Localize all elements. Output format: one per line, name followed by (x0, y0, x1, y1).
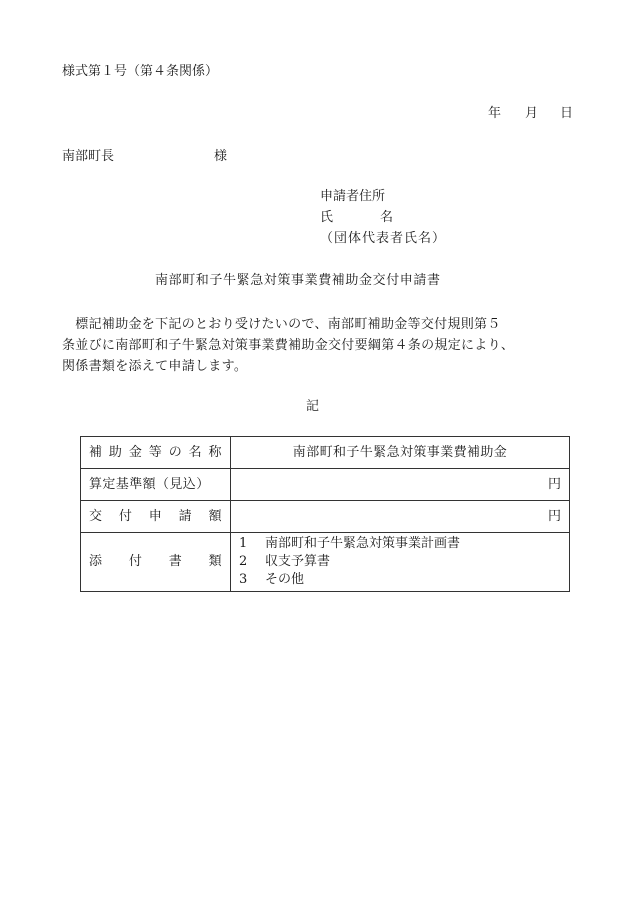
label-char: 交 (89, 508, 103, 524)
item-text: その他 (265, 572, 305, 587)
label-char: の (168, 444, 183, 460)
grant-amount-value[interactable] (231, 501, 570, 533)
body-line: 標記補助金を下記のとおり受けたいので、南部町補助金等交付規則第５ (62, 317, 501, 332)
table-row (81, 437, 570, 469)
ki-heading: 記 (306, 399, 320, 414)
grant-amount-label (81, 501, 231, 533)
list-item (239, 571, 561, 589)
label-spread (89, 554, 222, 570)
addressee-honorific: 様 (214, 149, 228, 164)
body-line: 条並びに南部町和子牛緊急対策事業費補助金交付要綱第４条の規定により、 (62, 338, 515, 353)
label-char: 金 (128, 444, 143, 460)
label-char: 添 (89, 554, 103, 569)
label-char: 書 (168, 554, 183, 569)
item-number: 3 (239, 572, 248, 587)
label-char: 付 (128, 554, 143, 569)
yen-unit: 円 (547, 476, 561, 492)
yen-unit: 円 (547, 508, 561, 524)
label-spread (89, 445, 222, 461)
base-amount-label: 算定基準額（見込） (81, 469, 231, 501)
table-row (81, 469, 570, 501)
body-text (62, 314, 574, 377)
date-day: 日 (560, 106, 574, 121)
name-label-second: 名 (380, 210, 394, 225)
label-char: 付 (118, 508, 133, 524)
label-char: 等 (148, 444, 163, 460)
date-line (488, 106, 573, 122)
table-row (81, 501, 570, 533)
label-char: 補 (89, 444, 103, 460)
attachments-list (231, 533, 570, 592)
list-item (239, 553, 561, 571)
label-char: 申 (148, 508, 163, 524)
label-char: 助 (108, 444, 123, 460)
subsidy-name-value[interactable]: 南部町和子牛緊急対策事業費補助金 (231, 437, 570, 469)
applicant-name-label (320, 210, 394, 226)
addressee (62, 149, 228, 165)
addressee-name: 南部町長 (62, 149, 115, 164)
date-month: 月 (525, 106, 539, 121)
subsidy-name-label (81, 437, 231, 469)
label-char: 称 (208, 444, 222, 460)
applicant-address-label: 申請者住所 (320, 189, 386, 204)
attachments-label (81, 533, 231, 592)
document-title: 南部町和子牛緊急対策事業費補助金交付申請書 (155, 273, 441, 288)
item-text: 南部町和子牛緊急対策事業計画書 (265, 536, 461, 551)
item-text: 収支予算書 (265, 554, 331, 569)
item-number: 1 (239, 536, 248, 551)
body-line: 関係書類を添えて申請します。 (62, 359, 248, 374)
applicant-org-label: （団体代表者氏名） (320, 231, 447, 246)
table-row (81, 533, 570, 592)
detail-table (80, 436, 570, 592)
base-amount-value[interactable] (231, 469, 570, 501)
label-spread (89, 509, 222, 525)
label-char: 額 (208, 508, 222, 524)
label-char: 請 (178, 508, 193, 524)
label-char: 類 (208, 554, 222, 569)
name-label-first: 氏 (320, 210, 334, 225)
list-item (239, 535, 561, 553)
item-number: 2 (239, 554, 248, 569)
form-number: 様式第１号（第４条関係） (62, 64, 219, 79)
date-year: 年 (488, 106, 502, 121)
label-char: 名 (188, 444, 203, 460)
